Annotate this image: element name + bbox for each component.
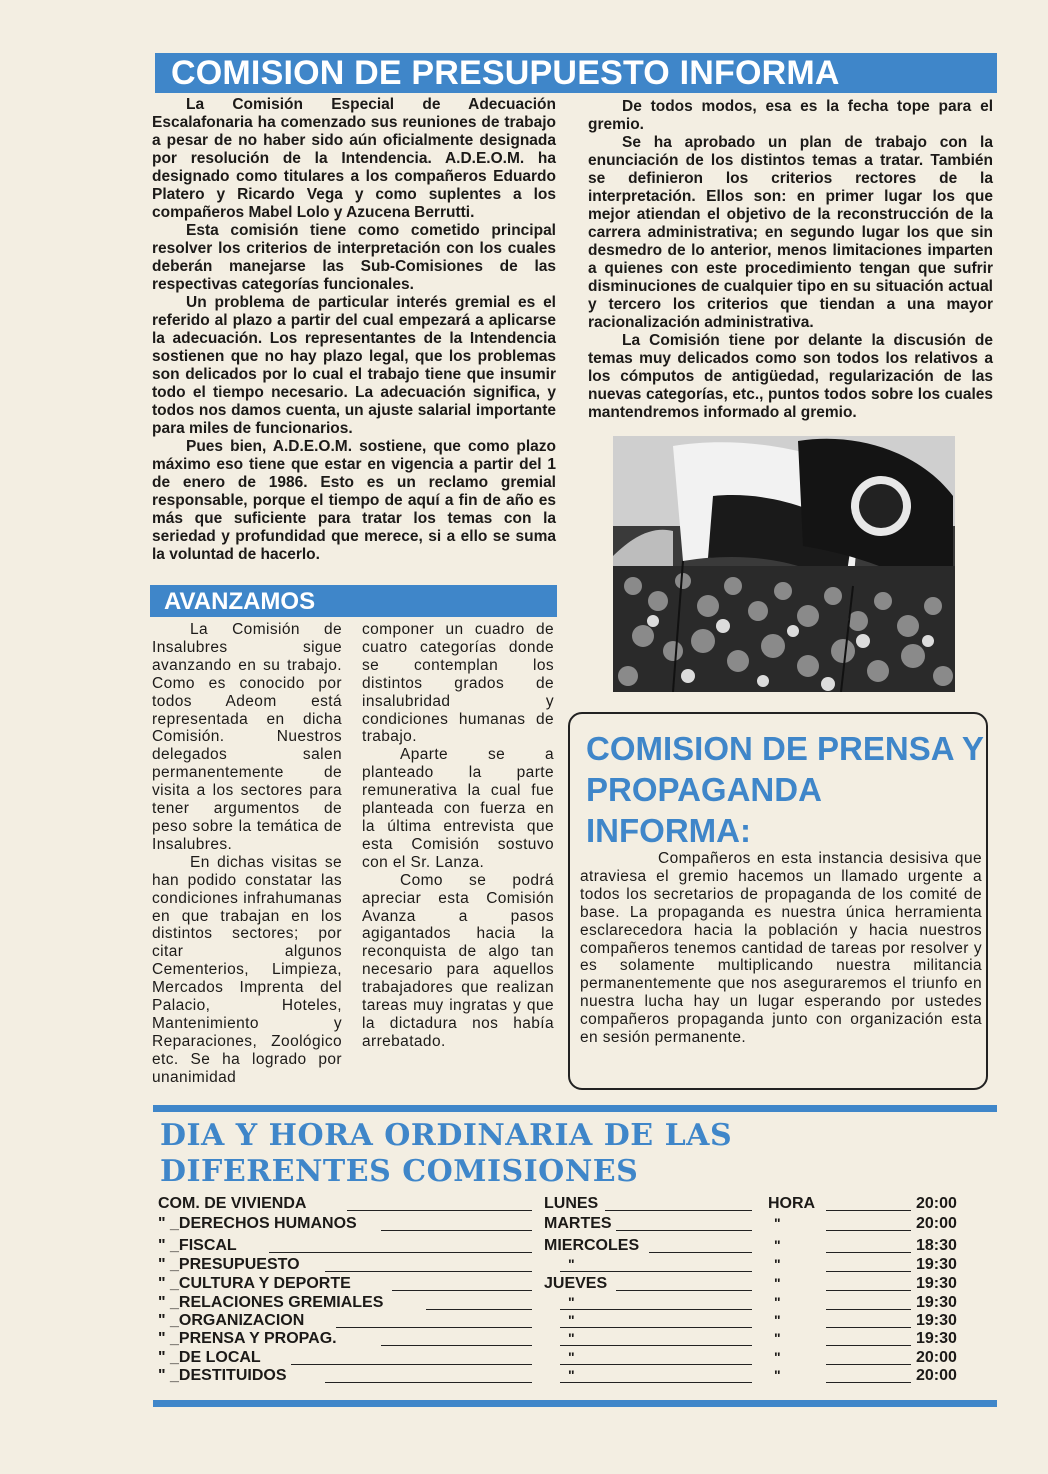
commission-hora: " [774, 1294, 781, 1310]
commission-day: JUEVES [544, 1275, 608, 1292]
schedule-row [158, 1214, 970, 1233]
leader-line [560, 1382, 752, 1383]
paragraph: Como se podrá apreciar esta Comisión Avanza a pasos agigantados hacia la reconquista de algo tan necesario para aquellos trabajadores que realizan tareas muy ingratas y que la dictadura nos había arrebatado. [362, 871, 554, 1050]
commission-name: " _DE LOCAL [158, 1349, 261, 1366]
leader-line [826, 1230, 911, 1231]
avanzamos-banner [150, 585, 557, 617]
commission-hora: " [774, 1256, 781, 1272]
schedule-row [158, 1311, 970, 1330]
schedule-row [158, 1194, 970, 1213]
commission-hora: HORA [768, 1195, 816, 1212]
leader-line [616, 1230, 752, 1231]
commission-day: MARTES [544, 1215, 612, 1232]
commission-hora: " [774, 1215, 781, 1231]
commission-hora: " [774, 1312, 781, 1328]
paragraph: Compañeros en esta instancia desisiva que atraviesa el gremio hacemos un llamado urgente a todos los secretarios de propaganda de los comité de base. La propaganda es nuestra única herramienta esclarecedora hacia la población y hacia nuestros compañeros tenemos cantidad de tareas por resolver y es solamente multiplicando nuestra militancia permanentemente que nos aseguraremos el triunfo en nuestra lucha hay un lugar esperando por ustedes compañeros propaganda junto con organización esta en sesión permanente. [580, 850, 982, 1047]
commission-time: 18:30 [916, 1237, 957, 1254]
schedule-row [158, 1366, 970, 1385]
commission-time: 19:30 [916, 1330, 957, 1347]
avanzamos-title: AVANZAMOS [164, 588, 316, 615]
commission-time: 20:00 [916, 1215, 957, 1232]
paragraph: De todos modos, esa es la fecha tope para el gremio. [588, 98, 993, 133]
commission-hora: " [774, 1275, 781, 1291]
leader-line [560, 1345, 752, 1346]
commission-day: " [568, 1349, 575, 1365]
prensa-box [568, 712, 988, 1090]
paragraph: La Comisión Especial de Adecuación Escalafonaria ha comenzado sus reuniones de trabajo a pesar de no haber sido aún oficialmente designada por resolución de la Intendencia. A.D.E.O.M. ha designado como titulares a los compañeros Eduardo Platero y Ricardo Vega y como suplentes a los compañeros Mabel Lolo y Azucena Berrutti. [152, 96, 556, 221]
leader-line [826, 1309, 911, 1310]
prensa-title: COMISION DE PRENSA Y PROPAGANDA INFORMA: [586, 730, 984, 849]
commission-time: 19:30 [916, 1256, 957, 1273]
main-title-banner [155, 53, 997, 93]
schedule-row [158, 1255, 970, 1274]
paragraph: componer un cuadro de cuatro categorías donde se contemplan los distintos grados de insalubridad y condiciones humanas de trabajo. [362, 621, 554, 746]
commission-hora: " [774, 1330, 781, 1346]
commission-time: 20:00 [916, 1195, 957, 1212]
leader-line [560, 1364, 752, 1365]
leader-line [560, 1309, 752, 1310]
leader-line [826, 1271, 911, 1272]
schedule-row [158, 1274, 970, 1293]
commission-time: 20:00 [916, 1349, 957, 1366]
commission-time: 19:30 [916, 1275, 957, 1292]
commission-name: " _DESTITUIDOS [158, 1367, 287, 1384]
leader-line [347, 1210, 532, 1211]
commission-day: MIERCOLES [544, 1237, 640, 1254]
leader-line [325, 1271, 532, 1272]
leader-line [616, 1290, 752, 1291]
leader-line [826, 1327, 911, 1328]
leader-line [826, 1382, 911, 1383]
schedule-row [158, 1236, 970, 1255]
schedule-row [158, 1348, 970, 1367]
paragraph: En dichas visitas se han podido constatar las condiciones infrahumanas en que trabajan en los distintos sectores; por citar algunos Cementerios, Limpieza, Mercados Imprenta del Palacio, Hoteles, Mantenimiento y Reparaciones, Zoológico etc. Se ha logrado por unanimidad [152, 853, 342, 1086]
paragraph: Un problema de particular interés gremial es el referido al plazo a partir del cual empezará a aplicarse la adecuación. Los representantes de la Intendencia sostienen que no hay plazo legal, que los problemas son delicados por lo cual el trabajo tiene que insumir todo el tiempo necesario. La adecuación significa, y todos nos damos cuenta, un ajuste salarial importante para miles de funcionarios. [152, 294, 556, 437]
main-title: COMISION DE PRESUPUESTO INFORMA [171, 54, 840, 92]
presupuesto-right-column [588, 98, 993, 422]
commission-day: " [568, 1367, 575, 1383]
leader-line [649, 1252, 752, 1253]
leader-line [325, 1382, 532, 1383]
leader-line [826, 1345, 911, 1346]
leader-line [605, 1210, 752, 1211]
commission-day: LUNES [544, 1195, 599, 1212]
commission-day: " [568, 1312, 575, 1328]
commission-name: COM. DE VIVIENDA [158, 1195, 307, 1212]
commission-hora: " [774, 1367, 781, 1383]
leader-line [336, 1327, 532, 1328]
leader-line [381, 1345, 532, 1346]
commission-time: 20:00 [916, 1367, 957, 1384]
leader-line [826, 1252, 911, 1253]
schedule-top-rule [153, 1105, 997, 1112]
commission-day: " [568, 1330, 575, 1346]
commission-day: " [568, 1256, 575, 1272]
presupuesto-left-column [152, 96, 556, 564]
commission-day: " [568, 1294, 575, 1310]
commission-name: " _ORGANIZACION [158, 1312, 305, 1329]
leader-line [392, 1290, 532, 1291]
leader-line [269, 1252, 532, 1253]
schedule-title: DIA Y HORA ORDINARIA DE LAS DIFERENTES COMISIONES [160, 1118, 733, 1189]
commission-name: " _PRENSA Y PROPAG. [158, 1330, 337, 1347]
leader-line [826, 1210, 911, 1211]
paragraph: Pues bien, A.D.E.O.M. sostiene, que como plazo máximo eso tiene que estar en vigencia a partir del 1 de enero de 1986. Esto es un reclamo gremial responsable, porque el tiempo de aquí a fin de año es más que suficiente para tratar los temas con la seriedad y profundidad que merece, si a ello se suma la voluntad de hacerlo. [152, 438, 556, 563]
commission-time: 19:30 [916, 1294, 957, 1311]
commission-name: " _DERECHOS HUMANOS [158, 1215, 357, 1232]
commission-time: 19:30 [916, 1312, 957, 1329]
schedule-row [158, 1293, 970, 1312]
paragraph: Se ha aprobado un plan de trabajo con la enunciación de los distintos temas a tratar. También se definieron los criterios rectores de la interpretación. Ellos son: en primer lugar los que mejor atiendan el objetivo de la reconstrucción de la carrera administrativa; en segundo lugar los que sin desmedro de lo anterior, menos limitaciones imparten a quienes con este procedimiento tengan que sufrir disminuciones de cualquier tipo en su situación actual y tercero los criterios que tiendan a una mayor racionalización administrativa. [588, 134, 993, 331]
commission-hora: " [774, 1349, 781, 1365]
avanzamos-column-1 [152, 621, 342, 1087]
crowd-with-flags-photo [613, 436, 955, 692]
leader-line [826, 1364, 911, 1365]
paragraph: La Comisión de Insalubres sigue avanzando en su trabajo. Como es conocido por todos Adeom está representada en dicha Comisión. Nuestros delegados salen permanentemente de visita a los sectores para tener argumentos de peso sobre la temática de Insalubres. [152, 621, 342, 853]
schedule-row [158, 1329, 970, 1348]
commission-name: " _FISCAL [158, 1237, 237, 1254]
paragraph: La Comisión tiene por delante la discusión de temas muy delicados como son todos los relativos a los cómputos de antigüedad, regularización de las nuevas categorías, etc., puntos todos sobre los cuales mantendremos informado al gremio. [588, 332, 993, 421]
leader-line [560, 1271, 752, 1272]
leader-line [426, 1309, 532, 1310]
commission-name: " _RELACIONES GREMIALES [158, 1294, 384, 1311]
leader-line [381, 1230, 532, 1231]
avanzamos-column-2 [362, 621, 554, 1051]
paragraph: Aparte se a planteado la parte remunerativa la cual fue planteada con fuerza en la última entrevista que esta Comisión sostuvo con el Sr. Lanza. [362, 746, 554, 871]
leader-line [826, 1290, 911, 1291]
leader-line [291, 1364, 532, 1365]
schedule-bottom-rule [153, 1400, 997, 1407]
commission-name: " _CULTURA Y DEPORTE [158, 1275, 351, 1292]
paragraph: Esta comisión tiene como cometido principal resolver los criterios de interpretación con los cuales deberán manejarse las Sub-Comisiones de las respectivas categorías funcionales. [152, 222, 556, 293]
commission-name: " _PRESUPUESTO [158, 1256, 300, 1273]
commission-hora: " [774, 1237, 781, 1253]
prensa-body [580, 850, 982, 1047]
leader-line [560, 1327, 752, 1328]
